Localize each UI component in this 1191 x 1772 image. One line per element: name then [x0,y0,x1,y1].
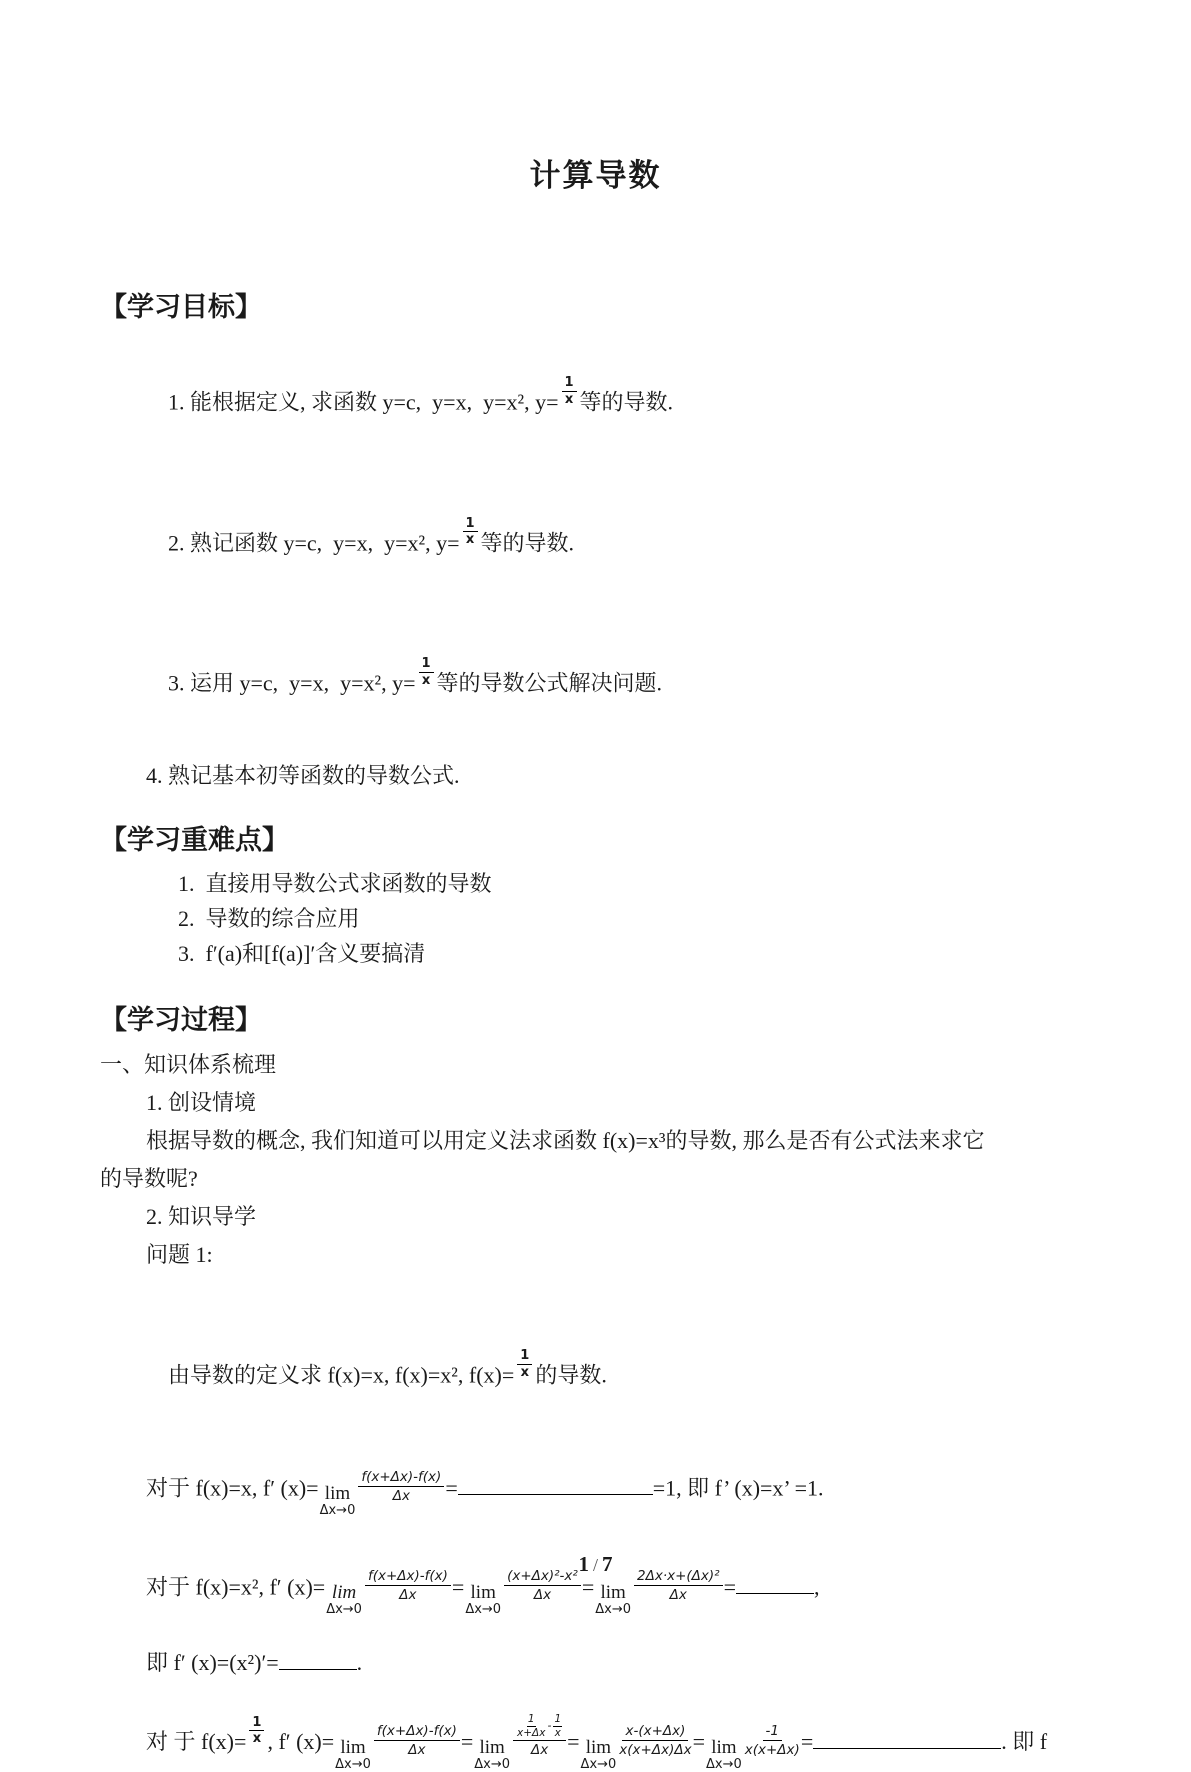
page-footer [0,1552,1191,1577]
section-heading-objectives: 【学习目标】 [100,292,262,322]
fraction-numerator: -1 [763,1724,782,1741]
fraction-denominator: Δx [530,1742,549,1759]
lim-word: lim [324,1482,351,1504]
combined-quotient-fraction [619,1724,691,1757]
equals-sign: = [451,1574,465,1600]
derivative-result-x-squared [100,1646,1091,1680]
equals-sign: = [445,1474,458,1500]
fraction-numerator: f(x+Δx)-f(x) [358,1470,444,1487]
equals-sign: = [460,1729,474,1755]
process-paragraph-line-2: 的导数呢? [100,1165,198,1191]
lim-subscript: Δx→0 [580,1757,617,1772]
page-separator: / [592,1555,598,1575]
lim-word: lim [585,1737,612,1759]
mini-fraction [517,1714,545,1738]
objective-2-text-pre: 2. 熟记函数 y=c, y=x, y=x², y= [168,530,460,556]
fraction-one-over-x [463,517,478,547]
formula2-prefix: 对于 f(x)=x², f′ (x)= [146,1574,326,1600]
simplified-quotient-fraction [745,1724,800,1757]
limit-expression [474,1714,566,1771]
formula3-prefix-2: , f′ (x)= [267,1729,335,1755]
fraction-numerator: 2Δx·x+(Δx)² [634,1569,723,1586]
formula1-tail: =1, 即 f’ (x)=x’ =1. [652,1474,824,1500]
objective-item-1 [100,344,1091,451]
process-sub-1: 1. 创设情境 [146,1089,257,1115]
objective-item-2 [100,485,1091,592]
formula3-tail: . 即 f [1001,1729,1048,1755]
fraction-denominator: Δx [408,1742,426,1759]
lim-word: lim [600,1582,626,1604]
keypoint-item-1: 1. 直接用导数公式求函数的导数 [178,870,492,896]
fraction-denominator: x [564,391,574,407]
process-section-1: 一、知识体系梳理 [100,1051,277,1077]
fraction-numerator: x-(x+Δx) [622,1724,688,1741]
problem-label: 问题 1: [146,1241,213,1267]
objective-item-4: 4. 熟记基本初等函数的导数公式. [146,762,460,788]
limit-expression [706,1724,800,1771]
equals-sign: = [581,1574,595,1600]
formula2-tail: , [814,1574,820,1600]
current-page-number: 1 [578,1552,589,1576]
formula1-prefix: 对于 f(x)=x, f′ (x)= [146,1474,319,1500]
lim-word: lim [470,1582,496,1604]
problem-text-post: 的导数. [535,1362,607,1388]
derivative-formula-x [100,1470,1091,1517]
objective-3-text-post: 等的导数公式解决问题. [436,670,663,696]
lim-subscript: Δx→0 [465,1602,502,1618]
fraction-denominator: x [421,672,431,688]
fraction-denominator: Δx [399,1587,417,1604]
objective-1-text-post: 等的导数. [579,389,674,415]
fraction-denominator: Δx [392,1487,410,1504]
limit-expression [335,1724,460,1771]
difference-quotient-fraction [374,1724,460,1757]
keypoint-item-2: 2. 导数的综合应用 [178,905,360,931]
equals-sign: = [692,1729,705,1755]
fraction-numerator: 1 [419,657,434,673]
fraction-numerator: f(x+Δx)-f(x) [374,1724,460,1741]
fraction-numerator: 1 [527,1713,535,1726]
lim-word: lim [479,1737,505,1759]
fraction-numerator [513,1714,566,1741]
lim-subscript: Δx→0 [326,1602,362,1618]
problem-text-pre: 由导数的定义求 f(x)=x, f(x)=x², f(x)= [168,1362,515,1388]
minus-sign: - [547,1719,552,1733]
lim-subscript: Δx→0 [474,1757,511,1772]
section-heading-keypoints: 【学习重难点】 [100,824,289,855]
lim-word: lim [340,1737,366,1759]
lim-subscript: Δx→0 [319,1502,356,1518]
fill-in-blank [279,1650,357,1670]
process-sub-2: 2. 知识导学 [146,1203,257,1229]
equals-sign: = [567,1729,580,1755]
formula2b-tail: . [356,1650,363,1676]
keypoint-item-3: 3. f′(a)和[f(a)]′含义要搞清 [178,940,426,966]
fraction-one-over-x [562,376,577,406]
fill-in-blank [458,1475,653,1495]
lim-subscript: Δx→0 [335,1757,371,1772]
fraction-numerator: 1 [562,376,577,392]
fraction-denominator: x+Δx [517,1726,546,1739]
fraction-denominator: x(x+Δx)Δx [619,1742,692,1759]
fill-in-blank [736,1574,814,1594]
fill-in-blank [813,1729,1001,1749]
fraction-denominator: x(x+Δx) [744,1742,800,1759]
lim-subscript: Δx→0 [706,1757,742,1772]
fraction-denominator: Δx [533,1587,552,1604]
fraction-denominator: x [520,1364,529,1380]
limit-expression [320,1470,445,1517]
complex-quotient-fraction [513,1714,566,1757]
fraction-one-over-x [419,657,434,687]
fraction-denominator: x [465,532,475,548]
fraction-numerator: 1 [554,1713,562,1726]
fraction-one-over-x [517,1349,532,1379]
objective-3-text-pre: 3. 运用 y=c, y=x, y=x², y= [168,670,416,696]
objective-2-text-post: 等的导数. [480,530,575,556]
mini-fraction [553,1714,562,1738]
fraction-denominator: x [554,1726,561,1739]
lim-word: lim [331,1582,357,1604]
fraction-numerator: 1 [249,1716,264,1732]
page-title: 计算导数 [529,158,662,193]
objective-1-text-pre: 1. 能根据定义, 求函数 y=c, y=x, y=x², y= [168,389,559,415]
total-page-count: 7 [602,1552,613,1576]
lim-subscript: Δx→0 [595,1602,631,1618]
fraction-one-over-x [249,1716,264,1746]
fraction-numerator: f(x+Δx)-f(x) [365,1569,451,1586]
formula3-prefix-1: 对 于 f(x)= [146,1729,247,1755]
objective-item-3 [100,625,1091,732]
formula2b-prefix: 即 f′ (x)=(x²)′= [146,1650,279,1676]
fraction-numerator: 1 [517,1349,532,1365]
fraction-numerator: (x+Δx)²-x² [504,1569,581,1586]
problem-statement [100,1317,1091,1424]
fraction-denominator: Δx [669,1587,687,1604]
fraction-numerator: 1 [463,517,478,533]
section-heading-process: 【学习过程】 [100,1004,262,1035]
lim-word: lim [711,1737,737,1759]
derivative-formula-one-over-x [100,1714,1091,1771]
limit-expression [581,1724,692,1771]
equals-sign: = [723,1574,736,1600]
process-paragraph-line-1: 根据导数的概念, 我们知道可以用定义法求函数 f(x)=x³的导数, 那么是否有公式法来求它 [146,1127,985,1153]
difference-quotient-fraction [358,1470,444,1503]
fraction-denominator: x [252,1731,262,1747]
equals-sign: = [800,1729,814,1755]
